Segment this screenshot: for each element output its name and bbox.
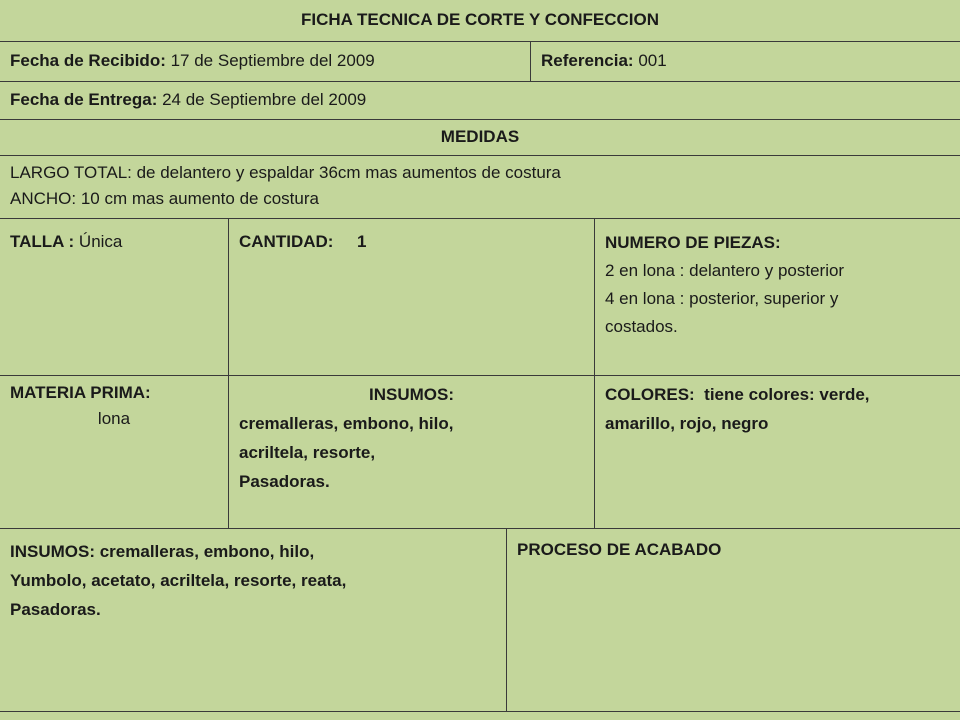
- medidas-header-row: [0, 119, 960, 155]
- insumos-line-2: acriltela, resorte,: [239, 443, 376, 462]
- materia-prima-label: MATERIA PRIMA:: [10, 383, 151, 402]
- medidas-title: MEDIDAS: [440, 127, 520, 146]
- fecha-recibido-label: Fecha de Recibido:: [10, 51, 166, 70]
- title-row: [0, 0, 960, 41]
- largo-total-text: LARGO TOTAL: de delantero y espaldar 36cm mas aumentos de costura: [10, 163, 561, 182]
- entrega-row: [0, 81, 960, 119]
- ancho-text: ANCHO: 10 cm mas aumento de costura: [10, 189, 319, 208]
- referencia-label: Referencia:: [541, 51, 634, 70]
- referencia-cell: [530, 42, 960, 81]
- insumos-acabado-line-1: INSUMOS: cremalleras, embono, hilo,: [10, 542, 315, 561]
- insumos-line-1: cremalleras, embono, hilo,: [239, 414, 454, 433]
- piezas-line-2: 4 en lona : posterior, superior y: [605, 289, 839, 308]
- referencia-value: 001: [633, 51, 667, 70]
- insumos-label: INSUMOS:: [369, 385, 454, 404]
- colores-line-1: COLORES: tiene colores: verde,: [605, 385, 870, 404]
- insumos-acabado-line-2: Yumbolo, acetato, acriltela, resorte, reata,: [10, 571, 347, 590]
- piezas-label: NUMERO DE PIEZAS:: [605, 233, 781, 252]
- bottom-row: [0, 711, 960, 720]
- cantidad-text: CANTIDAD: 1: [239, 232, 367, 251]
- colores-line-2: amarillo, rojo, negro: [605, 414, 769, 433]
- proceso-acabado-cell: [506, 529, 960, 711]
- talla-label: TALLA :: [10, 232, 79, 251]
- medidas-row: [0, 155, 960, 218]
- insumos-acabado-line-3: Pasadoras.: [10, 600, 101, 619]
- acabado-row: [0, 528, 960, 711]
- fecha-entrega-cell: [0, 82, 960, 119]
- piezas-cell: [594, 219, 960, 375]
- materia-row: [0, 375, 960, 528]
- materia-prima-value: lona: [97, 409, 131, 428]
- cantidad-cell: [228, 219, 594, 375]
- materia-prima-cell: [0, 376, 228, 528]
- medidas-cell: [0, 156, 960, 218]
- talla-row: [0, 218, 960, 375]
- fecha-recibido-value: 17 de Septiembre del 2009: [165, 51, 375, 70]
- fecha-entrega-label: Fecha de Entrega:: [10, 90, 158, 109]
- recibido-row: [0, 41, 960, 81]
- insumos-cell: [228, 376, 594, 528]
- talla-cell: [0, 219, 228, 375]
- colores-cell: [594, 376, 960, 528]
- fecha-recibido-cell: [0, 42, 530, 81]
- page-title: FICHA TECNICA DE CORTE Y CONFECCION: [301, 10, 659, 29]
- piezas-line-3: costados.: [605, 317, 678, 336]
- insumos-line-3: Pasadoras.: [239, 472, 330, 491]
- talla-value: Única: [78, 232, 123, 251]
- piezas-line-1: 2 en lona : delantero y posterior: [605, 261, 845, 280]
- fecha-entrega-value: 24 de Septiembre del 2009: [157, 90, 367, 109]
- proceso-acabado-label: PROCESO DE ACABADO: [517, 540, 722, 559]
- insumos-acabado-cell: [0, 529, 506, 711]
